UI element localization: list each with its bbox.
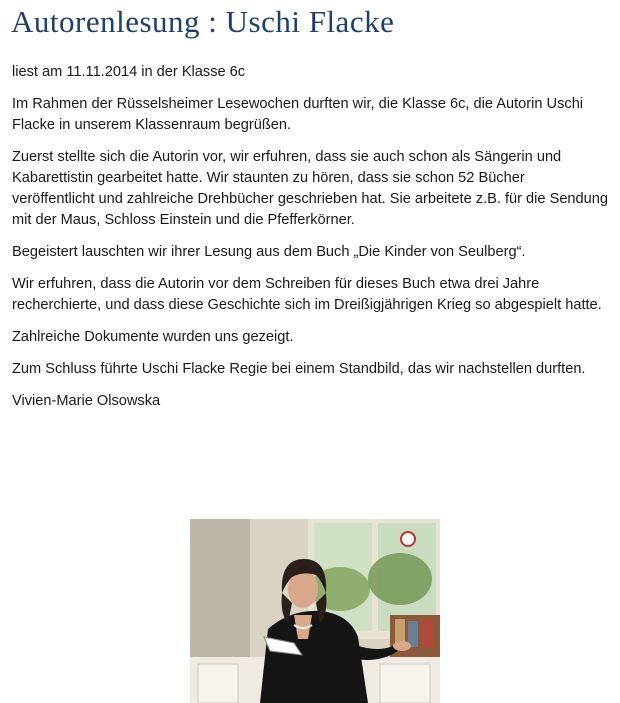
article-paragraph: Im Rahmen der Rüsselsheimer Lesewochen durften wir, die Klasse 6c, die Autorin Uschi Flacke in unserem Klassenraum begrüßen.	[12, 96, 584, 133]
article-paragraph: Zum Schluss führte Uschi Flacke Regie bei einem Standbild, das wir nachstellen durften.	[12, 361, 586, 377]
article-subtitle: liest am 11.11.2014 in der Klasse 6c	[12, 64, 246, 80]
page-title: Autorenlesung : Uschi Flacke	[11, 4, 395, 39]
article-paragraph: Begeistert lauschten wir ihrer Lesung aus dem Buch „Die Kinder von Seulberg“.	[12, 244, 526, 260]
article-author: Vivien-Marie Olsowska	[12, 393, 161, 409]
author-reading-photo	[190, 519, 440, 703]
article-paragraph: Zahlreiche Dokumente wurden uns gezeigt.	[12, 329, 294, 345]
article-paragraph: Zuerst stellte sich die Autorin vor, wir erfuhren, dass sie auch schon als Sängerin und Kabarettistin gearbeitet hatte. Wir staunten zu hören, dass sie schon 52 Bücher veröffentlicht und zahlreiche Drehbücher geschrieben hat. Sie arbeitete z.B. für die Sendung mit der Maus, Schloss Einstein und die Pfefferkörner.	[12, 149, 609, 228]
photo-illustration	[190, 519, 440, 703]
article-paragraph: Wir erfuhren, dass die Autorin vor dem Schreiben für dieses Buch etwa drei Jahre recherchierte, und dass diese Geschichte sich im Dreißigjährigen Krieg so abgespielt hatte.	[12, 276, 602, 313]
article-body	[12, 62, 610, 423]
